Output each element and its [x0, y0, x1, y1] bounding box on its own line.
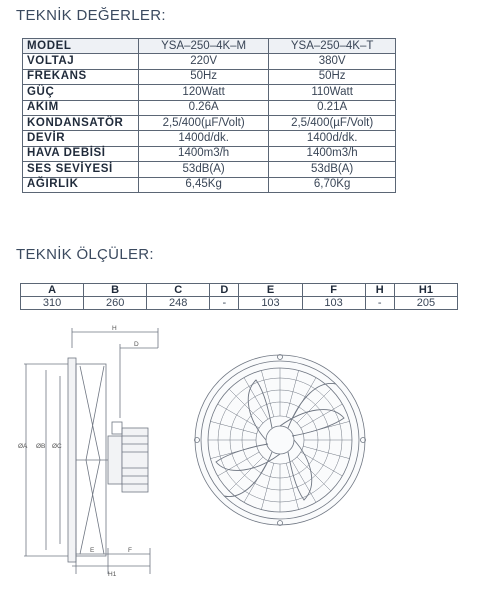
spec-value-tri: 0.21A [269, 100, 396, 115]
spec-value-tri: 380V [269, 54, 396, 69]
specs-row [23, 131, 396, 146]
dimension-value: 310 [21, 297, 84, 310]
spec-label: GÜÇ [23, 85, 139, 100]
dimension-value: 205 [394, 297, 457, 310]
specs-row [23, 85, 396, 100]
spec-value-tri: 1400m3/h [269, 146, 396, 161]
dimension-header: H1 [394, 284, 457, 297]
fan-technical-drawing [0, 318, 483, 600]
specs-row [23, 100, 396, 115]
specs-row [23, 177, 396, 192]
spec-value-mono: 1400m3/h [139, 146, 269, 161]
label-c: ØC [52, 443, 62, 450]
spec-value-tri: 6,70Kg [269, 177, 396, 192]
dimensions-table [20, 283, 458, 310]
label-f: F [128, 547, 132, 554]
dimension-value: - [365, 297, 394, 310]
dimension-value: 103 [302, 297, 365, 310]
dimension-header: C [147, 284, 210, 297]
spec-value-mono: 220V [139, 54, 269, 69]
spec-value-mono: 1400d/dk. [139, 131, 269, 146]
spec-value-mono: 50Hz [139, 69, 269, 84]
spec-value-tri: 1400d/dk. [269, 131, 396, 146]
spec-value-mono: YSA–250–4K–M [139, 39, 269, 54]
spec-value-tri: 2,5/400(µF/Volt) [269, 115, 396, 130]
label-b: ØB [36, 443, 46, 450]
spec-value-tri: YSA–250–4K–T [269, 39, 396, 54]
label-a: ØA [18, 443, 28, 450]
dimensions-header-row [21, 284, 458, 297]
specs-row [23, 39, 396, 54]
spec-label: SES SEVİYESİ [23, 162, 139, 177]
spec-value-tri: 50Hz [269, 69, 396, 84]
dimensions-value-row [21, 297, 458, 310]
spec-label: DEVİR [23, 131, 139, 146]
spec-value-mono: 120Watt [139, 85, 269, 100]
spec-value-tri: 110Watt [269, 85, 396, 100]
specs-row [23, 69, 396, 84]
spec-label: FREKANS [23, 69, 139, 84]
spec-label: AKIM [23, 100, 139, 115]
specs-row [23, 54, 396, 69]
spec-label: AĞIRLIK [23, 177, 139, 192]
dimension-header: H [365, 284, 394, 297]
fan-front-view [195, 355, 366, 526]
specs-row [23, 162, 396, 177]
fan-side-view [24, 328, 158, 574]
spec-value-mono: 2,5/400(µF/Volt) [139, 115, 269, 130]
label-e: E [90, 547, 95, 554]
label-h: H [112, 325, 117, 332]
spec-value-tri: 53dB(A) [269, 162, 396, 177]
specs-row [23, 115, 396, 130]
spec-label: VOLTAJ [23, 54, 139, 69]
spec-value-mono: 53dB(A) [139, 162, 269, 177]
dimension-header: D [210, 284, 239, 297]
label-d: D [134, 341, 139, 348]
spec-label: HAVA DEBİSİ [23, 146, 139, 161]
dimension-header: B [84, 284, 147, 297]
dimension-value: - [210, 297, 239, 310]
dimensions-heading: TEKNİK ÖLÇÜLER: [16, 246, 154, 263]
spec-label: KONDANSATÖR [23, 115, 139, 130]
dimension-value: 103 [239, 297, 302, 310]
dimension-header: E [239, 284, 302, 297]
dimension-value: 248 [147, 297, 210, 310]
dimension-value: 260 [84, 297, 147, 310]
dimension-header: F [302, 284, 365, 297]
dimension-header: A [21, 284, 84, 297]
specs-table [22, 38, 396, 193]
specs-row [23, 146, 396, 161]
spec-label: MODEL [23, 39, 139, 54]
spec-value-mono: 0.26A [139, 100, 269, 115]
specs-heading: TEKNİK DEĞERLER: [16, 7, 166, 24]
label-h1: H1 [108, 571, 117, 578]
spec-value-mono: 6,45Kg [139, 177, 269, 192]
